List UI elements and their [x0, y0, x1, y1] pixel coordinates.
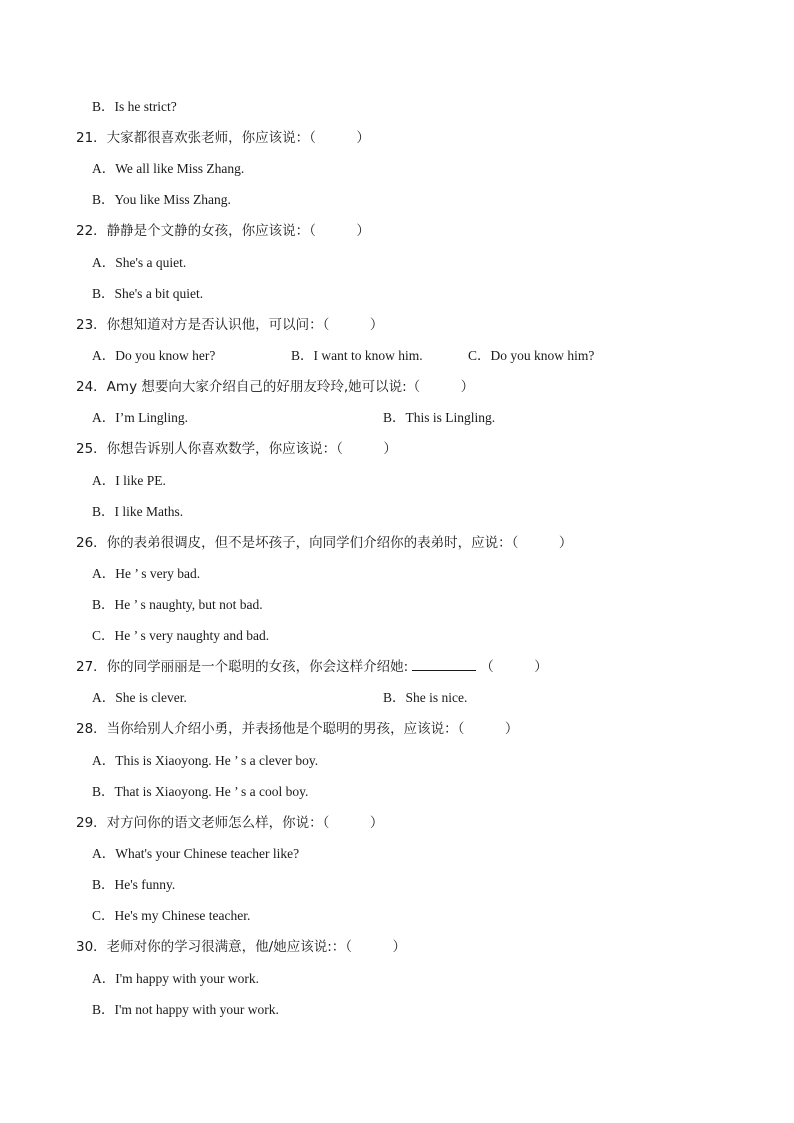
option-27-b: B．She is nice. — [383, 690, 468, 705]
option-28-a: A．This is Xiaoyong. He ’ s a clever boy. — [92, 753, 319, 768]
question-27-paren: （ ） — [480, 659, 548, 675]
option-23-b: B．I want to know him. — [291, 348, 423, 363]
option-24-b: B．This is Lingling. — [383, 410, 496, 425]
question-27-stem — [76, 658, 548, 676]
option-22-a: A．She's a quiet. — [92, 255, 187, 270]
option-23-c: C．Do you know him? — [468, 348, 595, 363]
option-20-b: B．Is he strict? — [92, 99, 177, 114]
option-25-a: A．I like PE. — [92, 473, 166, 488]
option-30-a: A．I'm happy with your work. — [92, 971, 260, 986]
option-25-b: B．I like Maths. — [92, 504, 184, 519]
option-29-c: C．He's my Chinese teacher. — [92, 908, 251, 923]
question-28-stem: 28．当你给别人介绍小勇，并表扬他是个聪明的男孩，应该说：（ ） — [76, 721, 519, 737]
option-26-a: A．He ’ s very bad. — [92, 566, 201, 581]
question-29-stem: 29．对方问你的语文老师怎么样，你说：（ ） — [76, 815, 384, 831]
question-21-stem: 21．大家都很喜欢张老师，你应该说：（ ） — [76, 130, 370, 146]
option-28-b: B．That is Xiaoyong. He ’ s a cool boy. — [92, 784, 309, 799]
option-29-a: A．What's your Chinese teacher like? — [92, 846, 300, 861]
question-25-stem: 25．你想告诉别人你喜欢数学，你应该说：（ ） — [76, 441, 397, 457]
option-26-c: C．He ’ s very naughty and bad. — [92, 628, 270, 643]
option-29-b: B．He's funny. — [92, 877, 176, 892]
option-26-b: B．He ’ s naughty, but not bad. — [92, 597, 263, 612]
option-22-b: B．She's a bit quiet. — [92, 286, 204, 301]
question-22-stem: 22．静静是个文静的女孩，你应该说：（ ） — [76, 223, 370, 239]
option-21-b: B．You like Miss Zhang. — [92, 192, 231, 207]
option-24-a: A．I’m Lingling. — [92, 410, 188, 425]
answer-blank — [412, 658, 476, 671]
option-27-a: A．She is clever. — [92, 690, 187, 705]
question-30-stem: 30．老师对你的学习很满意，他/她应该说:：（ ） — [76, 939, 407, 955]
question-26-stem: 26．你的表弟很调皮，但不是坏孩子，向同学们介绍你的表弟时，应说：（ ） — [76, 535, 573, 551]
question-23-stem: 23．你想知道对方是否认识他，可以问：（ ） — [76, 317, 384, 333]
option-23-a: A．Do you know her? — [92, 348, 216, 363]
question-24-stem: 24．Amy 想要向大家介绍自己的好朋友玲玲,她可以说:（ ） — [76, 379, 475, 395]
option-21-a: A．We all like Miss Zhang. — [92, 161, 245, 176]
option-30-b: B．I'm not happy with your work. — [92, 1002, 279, 1017]
question-27-stem-text: 27．你的同学丽丽是一个聪明的女孩，你会这样介绍她: — [76, 659, 409, 675]
